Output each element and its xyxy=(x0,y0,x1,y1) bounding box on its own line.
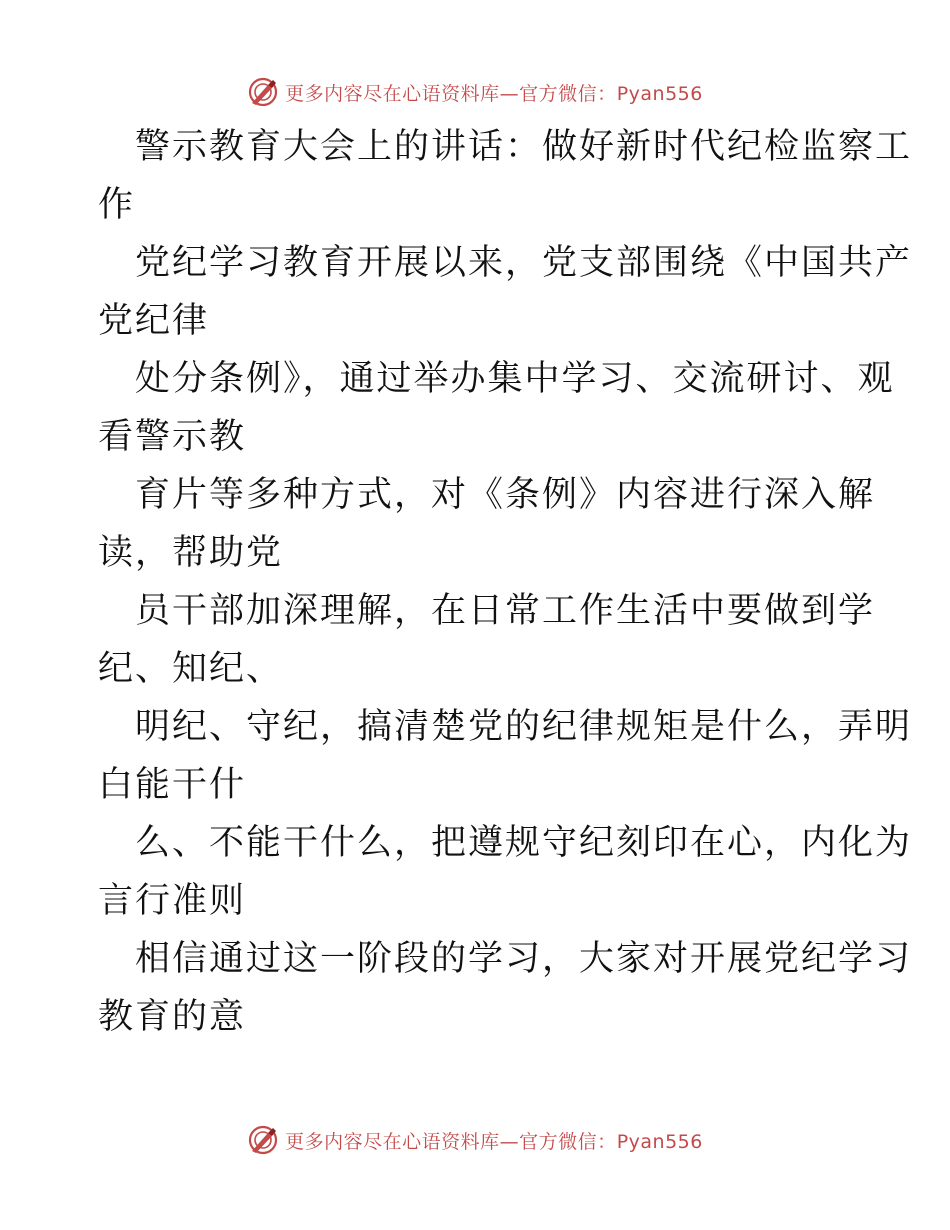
paragraph-line: 党纪学习教育开展以来，党支部围绕《中国共产 xyxy=(135,243,913,283)
paragraph-line: 处分条例》，通过举办集中学习、交流研讨、观 xyxy=(135,359,895,399)
header-watermark xyxy=(0,72,950,112)
watermark-wechat-id: Pyan556 xyxy=(616,82,703,105)
pen-seal-logo-icon xyxy=(247,1124,279,1156)
paragraph-line: 纪、知纪、 xyxy=(98,649,284,689)
paragraph-line: 么、不能干什么，把遵规守纪刻印在心，内化为 xyxy=(135,823,913,863)
watermark-text xyxy=(285,1127,703,1154)
watermark-site-name: 更多内容尽在心语资料库 xyxy=(285,82,500,105)
paragraph-line: 党纪律 xyxy=(98,301,210,341)
document-title-line-2: 作 xyxy=(98,185,136,225)
paragraph-line: 育片等多种方式，对《条例》内容进行深入解 xyxy=(135,475,876,515)
paragraph-line: 看警示教 xyxy=(98,417,247,457)
paragraph-line: 相信通过这一阶段的学习，大家对开展党纪学习 xyxy=(135,939,913,979)
watermark-wechat-id: Pyan556 xyxy=(616,1130,703,1153)
paragraph-line: 白能干什 xyxy=(98,765,247,805)
footer-watermark xyxy=(0,1120,950,1160)
watermark-site-name: 更多内容尽在心语资料库 xyxy=(285,1130,500,1153)
paragraph-line: 明纪、守纪，搞清楚党的纪律规矩是什么，弄明 xyxy=(135,707,913,747)
watermark-separator: —官方微信： xyxy=(499,1130,617,1153)
paragraph-line: 言行准则 xyxy=(98,881,247,921)
paragraph-line: 教育的意 xyxy=(98,997,247,1037)
watermark-separator: —官方微信： xyxy=(499,82,617,105)
paragraph-line: 读，帮助党 xyxy=(98,533,284,573)
document-title-line-1: 警示教育大会上的讲话：做好新时代纪检监察工 xyxy=(135,127,913,167)
paragraph-line: 员干部加深理解，在日常工作生活中要做到学 xyxy=(135,591,876,631)
document-body xyxy=(98,118,913,1046)
pen-seal-logo-icon xyxy=(247,76,279,108)
watermark-text xyxy=(285,79,703,106)
